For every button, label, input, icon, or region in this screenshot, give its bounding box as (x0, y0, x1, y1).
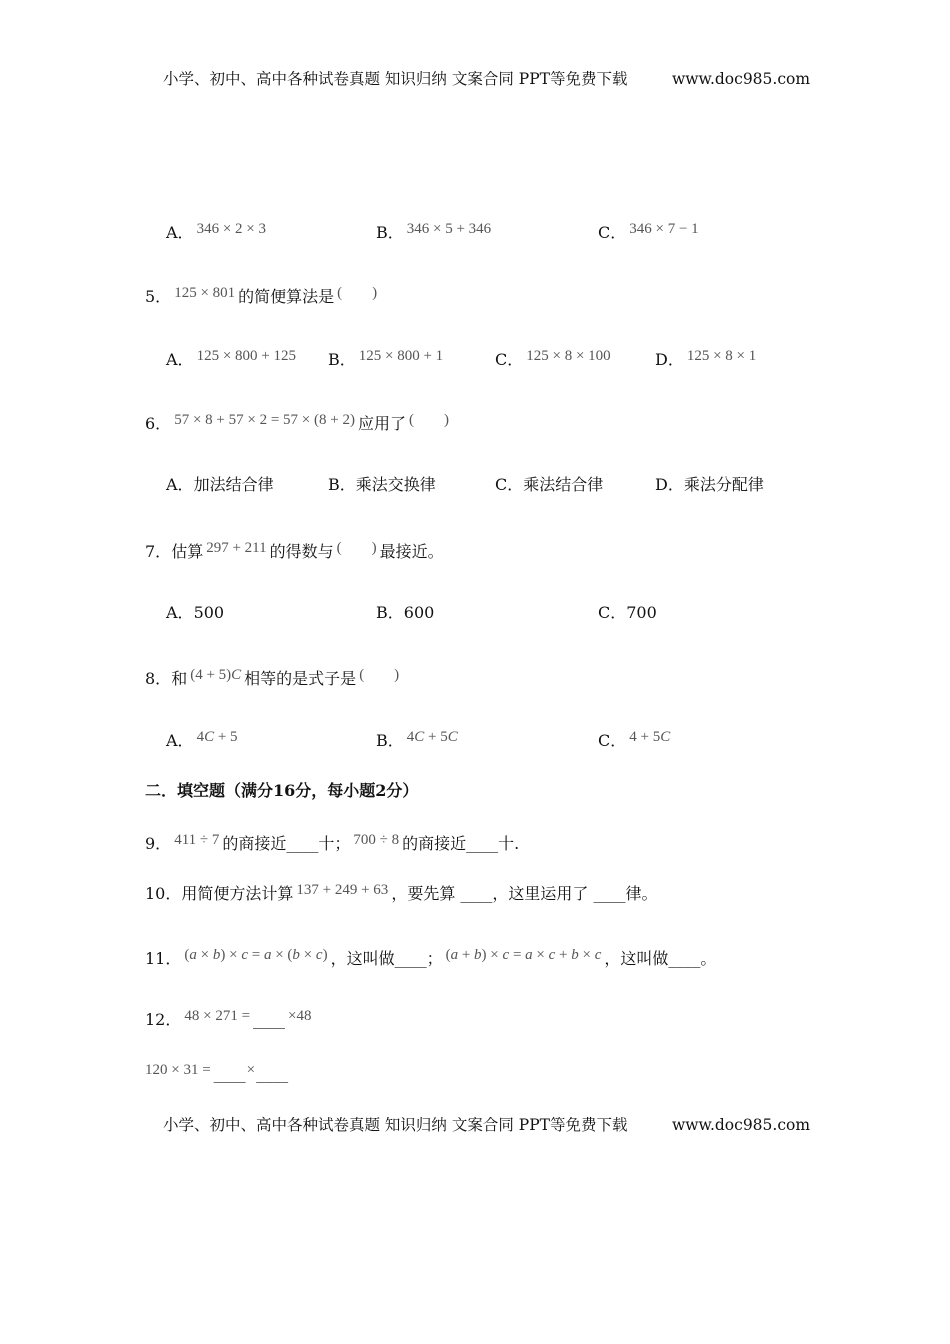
option-label: A． (166, 731, 194, 750)
question-5 (145, 285, 380, 309)
question-expression: 120 × 31 = (145, 1062, 211, 1078)
q4-option-a (166, 221, 269, 245)
q5-option-b (328, 348, 446, 372)
math-variable: C (660, 729, 671, 745)
page-header-url: www.doc985.com (672, 70, 811, 88)
question-expression: 125 × 801 (174, 285, 236, 301)
option-label: B． (328, 350, 356, 369)
option-expression: 125 × 8 × 1 (686, 348, 757, 364)
option-label: C． (598, 223, 627, 242)
section-heading: 二．填空题（满分16分，每小题2分） (145, 781, 419, 800)
question-text: 相等的是式子是 (244, 669, 357, 688)
answer-parentheses: ( ) (359, 667, 400, 683)
question-expression: 411 ÷ 7 (174, 832, 220, 848)
math-variable: b (474, 947, 482, 963)
times-sign: × (246, 1062, 256, 1078)
q5-option-d (655, 348, 759, 372)
q8-option-c (598, 729, 673, 753)
question-expression: 57 × 8 + 57 × 2 = 57 × (8 + 2) (174, 412, 355, 428)
question-expression: ×48 (288, 1008, 312, 1024)
question-number: 5． (145, 287, 172, 306)
math-variable: C (231, 667, 242, 683)
question-number: 6． (145, 414, 172, 433)
option-expression: 346 × 7 − 1 (629, 221, 699, 237)
math-variable: c (548, 947, 556, 963)
option-label: D． (655, 475, 684, 494)
option-expression: 4C + 5 (196, 729, 238, 745)
q7-option-c (598, 601, 657, 625)
page-header-banner: 小学、初中、高中各种试卷真题 知识归纳 文案合同 PPT等免费下载 (163, 70, 628, 88)
math-variable: c (241, 947, 248, 963)
option-expression: 4 + 5C (629, 729, 671, 745)
math-variable: c (502, 947, 510, 963)
page-footer-url: www.doc985.com (672, 1116, 811, 1134)
question-text: 最接近。 (379, 542, 444, 561)
question-expression: 48 × 271 = (184, 1008, 251, 1024)
option-text: 乘法结合律 (523, 475, 604, 494)
q6-option-c (495, 473, 603, 497)
question-7 (145, 540, 444, 564)
question-number: 7． (145, 542, 172, 561)
question-text: 的商接近____十； (222, 834, 351, 853)
option-label: C． (598, 603, 627, 622)
q6-option-a (166, 473, 274, 497)
option-text: 乘法分配律 (683, 475, 764, 494)
answer-parentheses: ( ) (336, 540, 377, 556)
q4-option-b (376, 221, 494, 245)
option-label: C． (495, 475, 524, 494)
answer-blank: ____ (256, 1064, 289, 1083)
q5-option-a (166, 348, 299, 372)
option-label: B． (328, 475, 356, 494)
option-label: A． (166, 475, 194, 494)
question-number: 12． (145, 1010, 182, 1029)
question-expression: (a + b) × c = a × c + b × c (445, 947, 602, 963)
option-text: 乘法交换律 (355, 475, 436, 494)
q4-option-c (598, 221, 702, 245)
q8-option-b (376, 729, 461, 753)
page-footer-banner: 小学、初中、高中各种试卷真题 知识归纳 文案合同 PPT等免费下载 (163, 1116, 628, 1134)
option-text: 500 (193, 603, 225, 622)
math-variable: a (525, 947, 533, 963)
math-variable: a (450, 947, 459, 963)
option-label: C． (495, 350, 524, 369)
q6-option-b (328, 473, 436, 497)
answer-blank: ____ (213, 1064, 246, 1083)
question-number: 9． (145, 834, 172, 853)
option-label: B． (376, 223, 404, 242)
math-variable: C (447, 729, 458, 745)
question-expression: (a × b) × c = a × (b × c) (184, 947, 328, 963)
question-10 (145, 882, 658, 906)
question-text: 的简便算法是 (238, 287, 335, 306)
question-9 (145, 832, 519, 856)
question-text: 的商接近____十. (402, 834, 520, 853)
option-label: D． (655, 350, 684, 369)
q7-option-b (376, 601, 434, 625)
math-variable: b (571, 947, 579, 963)
answer-parentheses: ( ) (408, 412, 449, 428)
option-expression: 125 × 8 × 100 (526, 348, 611, 364)
question-expression: 297 + 211 (206, 540, 267, 556)
option-expression: 346 × 2 × 3 (196, 221, 266, 237)
option-text: 加法结合律 (193, 475, 274, 494)
option-text: 600 (403, 603, 435, 622)
option-label: C． (598, 731, 627, 750)
question-text: 应用了 (357, 414, 406, 433)
option-label: A． (166, 223, 194, 242)
option-label: A． (166, 350, 194, 369)
question-12 (145, 1008, 315, 1032)
q7-option-a (166, 601, 224, 625)
math-variable: b (292, 947, 300, 963)
question-number: 10． (145, 884, 182, 903)
question-text: 估算 (171, 542, 204, 561)
q8-option-a (166, 729, 241, 753)
question-12-part-2 (145, 1062, 288, 1086)
answer-blank: ____ (253, 1010, 286, 1029)
option-expression: 4C + 5C (406, 729, 458, 745)
question-text: 的得数与 (269, 542, 334, 561)
math-variable: C (204, 729, 215, 745)
math-variable: C (414, 729, 425, 745)
question-text: 用简便方法计算 (181, 884, 294, 903)
math-variable: c (315, 947, 323, 963)
option-label: A． (166, 603, 194, 622)
question-number: 8． (145, 669, 172, 688)
question-6 (145, 412, 452, 436)
question-expression: 137 + 249 + 63 (296, 882, 389, 898)
option-label: B． (376, 731, 404, 750)
q6-option-d (655, 473, 764, 497)
question-expression: (4 + 5)C (190, 667, 242, 683)
math-variable: a (189, 947, 197, 963)
question-number: 11． (145, 949, 182, 968)
question-expression: 700 ÷ 8 (353, 832, 400, 848)
math-variable: b (212, 947, 221, 963)
question-11 (145, 947, 716, 971)
answer-parentheses: ( ) (337, 285, 378, 301)
option-expression: 346 × 5 + 346 (406, 221, 492, 237)
math-variable: a (263, 947, 272, 963)
question-text: ，要先算 ____，这里运用了 ____律。 (391, 884, 658, 903)
q5-option-c (495, 348, 614, 372)
question-text: 和 (171, 669, 188, 688)
math-variable: c (594, 947, 602, 963)
question-text: ，这叫做____； (330, 949, 443, 968)
option-text: 700 (626, 603, 657, 622)
question-text: ，这叫做____。 (604, 949, 717, 968)
option-expression: 125 × 800 + 125 (196, 348, 296, 364)
option-label: B． (376, 603, 404, 622)
question-8 (145, 667, 402, 691)
option-expression: 125 × 800 + 1 (358, 348, 444, 364)
